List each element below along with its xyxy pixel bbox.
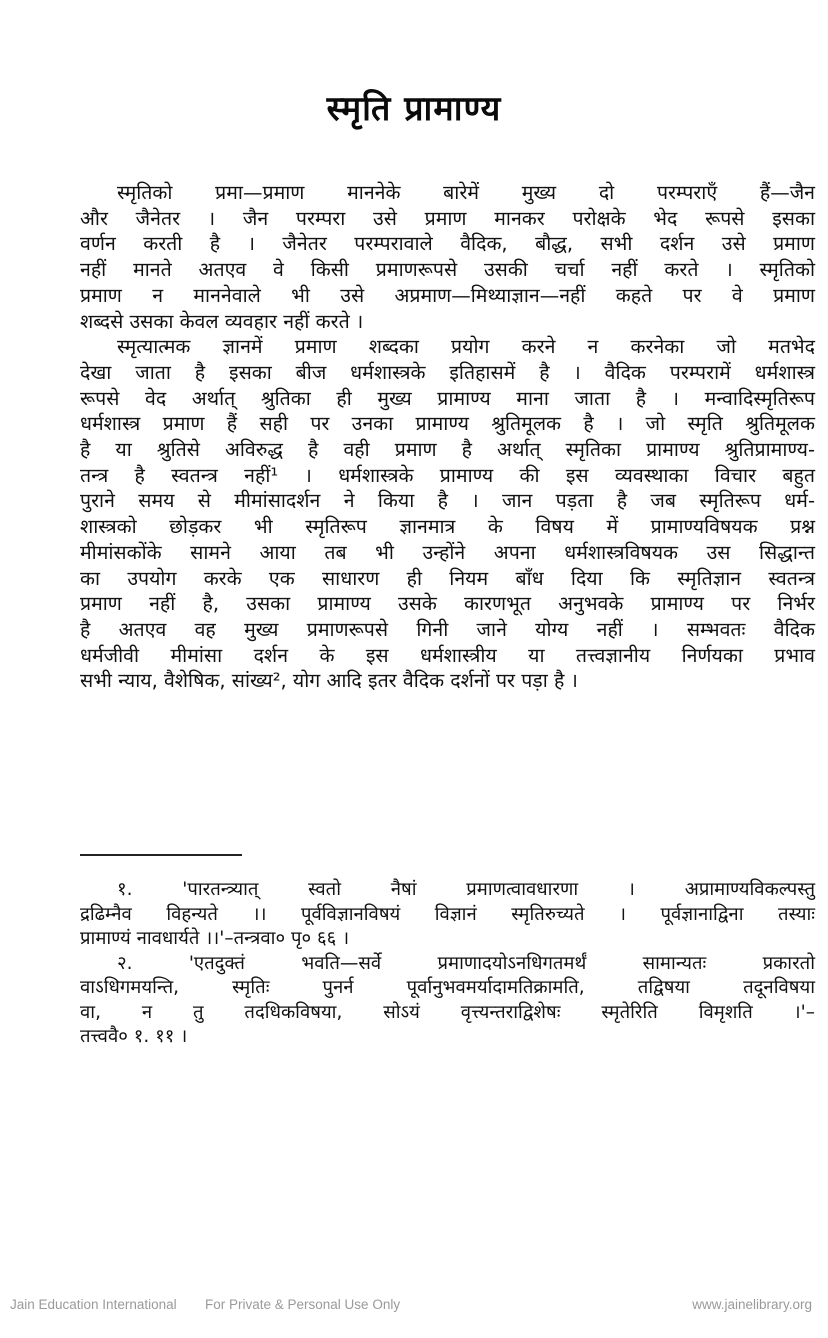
page-title: स्मृति प्रामाण्य (326, 89, 502, 129)
footer-usage-notice: For Private & Personal Use Only (205, 1297, 401, 1312)
footer-publisher: Jain Education International (10, 1297, 177, 1312)
text-line: पुराने समय से मीमांसादर्शन ने किया है । जान पड़ता है जब स्मृतिरूप धर्म- (80, 489, 815, 513)
paragraph-2 (80, 334, 815, 694)
page-footer (0, 1297, 828, 1319)
footer-website-link[interactable]: www.jainelibrary.org (692, 1297, 812, 1312)
footnote-line: १. 'पारतन्त्र्यात् स्वतो नैषां प्रमाणत्वावधारणा । अप्रामाण्यविकल्पस्तु (117, 879, 815, 900)
footnote-line: तत्त्ववै० १. ११ । (80, 1026, 188, 1047)
footnote-2 (80, 952, 815, 1050)
text-line: प्रमाण न माननेवाले भी उसे अप्रमाण—मिथ्याज्ञान—नहीं कहते पर वे प्रमाण (80, 283, 815, 307)
text-line: और जैनेतर । जैन परम्परा उसे प्रमाण मानकर परोक्षके भेद रूपसे इसका (80, 206, 815, 230)
text-line: स्मृतिको प्रमा—प्रमाण माननेके बारेमें मुख्य दो परम्पराएँ हैं—जैन (117, 181, 815, 204)
footnotes (80, 878, 815, 1050)
footnote-1 (80, 878, 815, 952)
text-line: प्रमाण नहीं है, उसका प्रामाण्य उसके कारणभूत अनुभवके प्रामाण्य पर निर्भर (80, 592, 815, 616)
text-line: शास्त्रको छोड़कर भी स्मृतिरूप ज्ञानमात्र के विषय में प्रामाण्यविषयक प्रश्न (80, 515, 815, 539)
text-line: शब्दसे उसका केवल व्यवहार नहीं करते । (80, 309, 364, 333)
footnote-divider (80, 854, 242, 856)
text-line: है अतएव वह मुख्य प्रमाणरूपसे गिनी जाने योग्य नहीं । सम्भवतः वैदिक (80, 617, 815, 641)
footnote-line: २. 'एतदुक्तं भवति—सर्वे प्रमाणादयोऽनधिगतमर्थं सामान्यतः प्रकारतो (117, 952, 815, 974)
text-line: वर्णन करती है । जैनेतर परम्परावाले वैदिक, बौद्ध, सभी दर्शन उसे प्रमाण (80, 232, 815, 256)
text-line: सभी न्याय, वैशेषिक, सांख्य², योग आदि इतर वैदिक दर्शनों पर पड़ा है । (80, 669, 578, 693)
text-line: तन्त्र है स्वतन्त्र नहीं¹ । धर्मशास्त्रके प्रामाण्य की इस व्यवस्थाका विचार बहुत (80, 463, 815, 487)
paragraph-1 (80, 180, 815, 334)
footnote-line: वा, न तु तदधिकविषया, सोऽयं वृत्त्यन्तराद्विशेषः स्मृतेरिति विमृशति ।'– (80, 1001, 815, 1023)
text-line: धर्मजीवी मीमांसा दर्शन के इस धर्मशास्त्रीय या तत्त्वज्ञानीय निर्णयका प्रभाव (80, 643, 815, 667)
text-line: स्मृत्यात्मक ज्ञानमें प्रमाण शब्दका प्रयोग करने न करनेका जो मतभेद (117, 335, 815, 359)
text-line: नहीं मानते अतएव वे किसी प्रमाणरूपसे उसकी चर्चा नहीं करते । स्मृतिको (80, 258, 815, 282)
text-line: का उपयोग करके एक साधारण ही नियम बाँध दिया कि स्मृतिज्ञान स्वतन्त्र (80, 566, 815, 590)
text-line: धर्मशास्त्र प्रमाण हैं सही पर उनका प्रामाण्य श्रुतिमूलक है । जो स्मृति श्रुतिमूलक (80, 412, 815, 436)
body-text (80, 180, 815, 694)
footnote-line: द्रढिम्नैव विहन्यते ।। पूर्वविज्ञानविषयं विज्ञानं स्मृतिरुच्यते । पूर्वज्ञानाद्विना तस्याः (80, 903, 815, 925)
footnote-line: प्रामाण्यं नावधार्यते ।।'–तन्त्रवा० पृ० ६६ । (80, 928, 350, 949)
text-line: है या श्रुतिसे अविरुद्ध है वही प्रमाण है अर्थात् स्मृतिका प्रामाण्य श्रुतिप्रामाण्य- (80, 438, 815, 462)
text-line: देखा जाता है इसका बीज धर्मशास्त्रके इतिहासमें है । वैदिक परम्परामें धर्मशास्त्र (80, 360, 815, 384)
text-line: रूपसे वेद अर्थात् श्रुतिका ही मुख्य प्रामाण्य माना जाता है । मन्वादिस्मृतिरूप (80, 386, 815, 410)
text-line: मीमांसकोंके सामने आया तब भी उन्होंने अपना धर्मशास्त्रविषयक उस सिद्धान्त (80, 540, 815, 564)
footnote-line: वाऽधिगमयन्ति, स्मृतिः पुनर्न पूर्वानुभवमर्यादामतिक्रामति, तद्विषया तदूनविषया (80, 977, 815, 998)
